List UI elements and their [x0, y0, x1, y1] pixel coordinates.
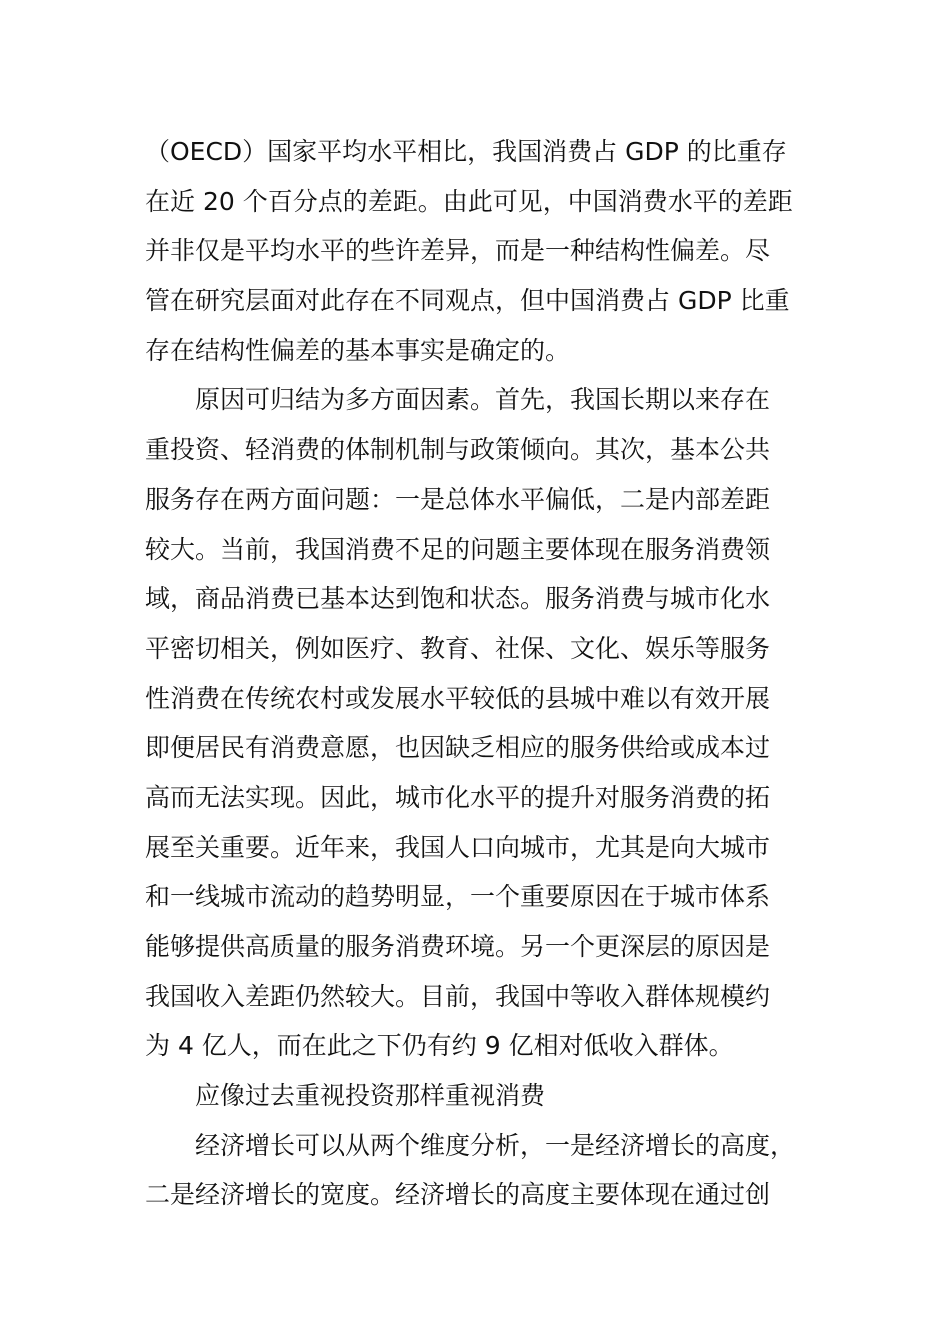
text-line: 平密切相关，例如医疗、教育、社保、文化、娱乐等服务: [145, 633, 771, 663]
text-line: （OECD）国家平均水平相比，我国消费占 GDP 的比重存: [145, 137, 787, 166]
text-line: 并非仅是平均水平的些许差异，而是一种结构性偏差。尽: [145, 236, 771, 266]
text-line: 我国收入差距仍然较大。目前，我国中等收入群体规模约: [145, 981, 771, 1011]
text-line: 为 4 亿人，而在此之下仍有约 9 亿相对低收入群体。: [145, 1031, 734, 1061]
text-line: 管在研究层面对此存在不同观点，但中国消费占 GDP 比重: [145, 286, 790, 316]
text-line: 和一线城市流动的趋势明显，一个重要原因在于城市体系: [145, 882, 771, 912]
text-line: 域，商品消费已基本达到饱和状态。服务消费与城市化水: [145, 584, 771, 614]
paragraph-first-line: 经济增长可以从两个维度分析，一是经济增长的高度，: [195, 1130, 796, 1160]
text-line: 能够提供高质量的服务消费环境。另一个更深层的原因是: [145, 932, 771, 961]
section-heading: 应像过去重视投资那样重视消费: [195, 1081, 546, 1111]
body-text: [145, 127, 825, 1220]
text-line: 存在结构性偏差的基本事实是确定的。: [145, 335, 571, 365]
text-line: 服务存在两方面问题：一是总体水平偏低，二是内部差距: [145, 484, 771, 514]
text-line: 重投资、轻消费的体制机制与政策倾向。其次，基本公共: [145, 435, 771, 465]
text-line: 性消费在传统农村或发展水平较低的县城中难以有效开展: [145, 683, 771, 713]
paragraph-first-line: 原因可归结为多方面因素。首先，我国长期以来存在: [195, 385, 771, 415]
text-line: 高而无法实现。因此，城市化水平的提升对服务消费的拓: [145, 782, 771, 812]
text-line: 在近 20 个百分点的差距。由此可见，中国消费水平的差距: [145, 186, 793, 216]
text-line: 展至关重要。近年来，我国人口向城市，尤其是向大城市: [145, 832, 771, 862]
text-line: 即便居民有消费意愿，也因缺乏相应的服务供给或成本过: [145, 733, 771, 763]
text-line: 二是经济增长的宽度。经济增长的高度主要体现在通过创: [145, 1180, 771, 1210]
text-line: 较大。当前，我国消费不足的问题主要体现在服务消费领: [145, 534, 771, 564]
